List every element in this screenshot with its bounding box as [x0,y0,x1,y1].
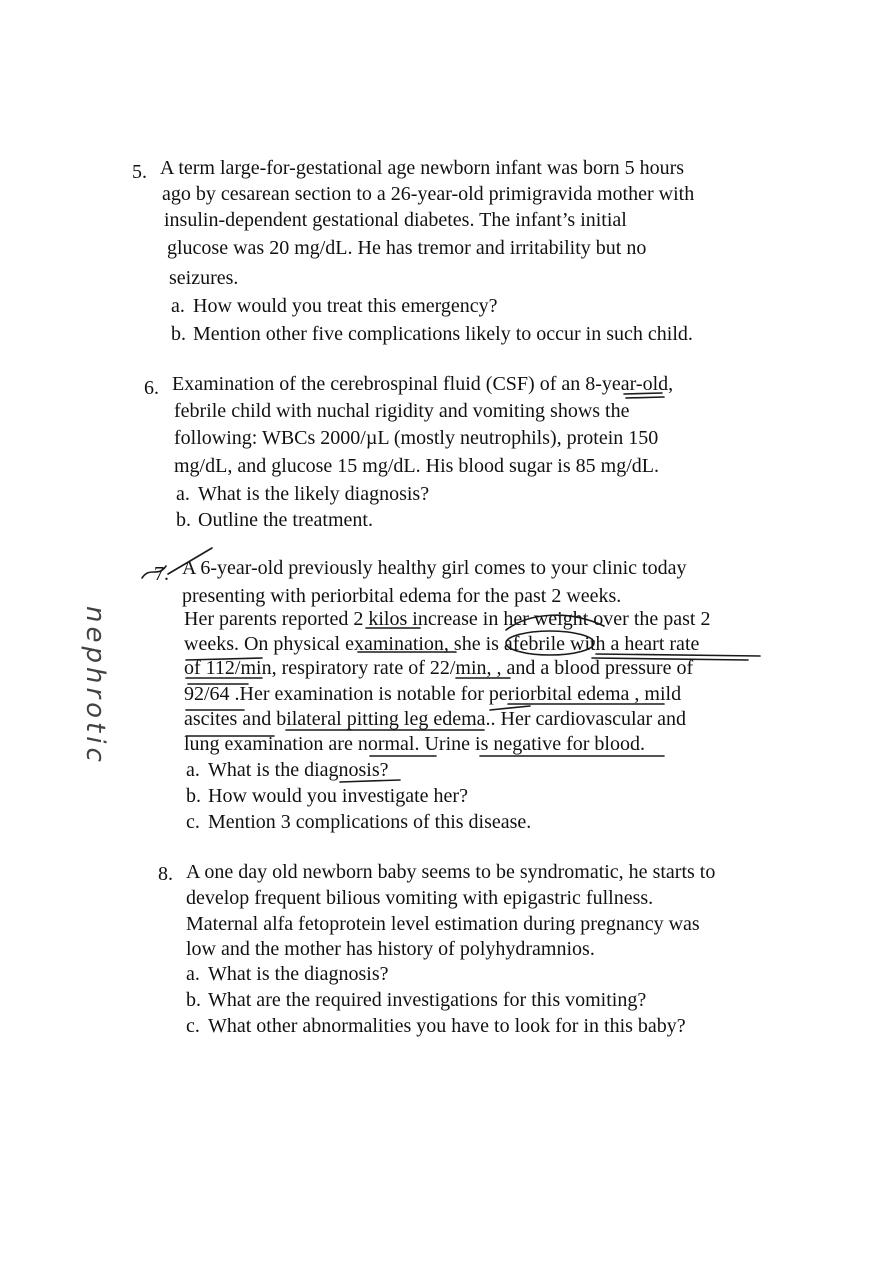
handwritten-margin-note [62,604,122,794]
question-text-line: presenting with periorbital edema for the past 2 weeks. [182,585,622,607]
option-label: a. [171,295,185,317]
question-text-line: ago by cesarean section to a 26-year-old primigravida mother with [162,183,695,205]
question-number: 8. [158,863,173,885]
option [186,758,389,782]
handwritten-margin-note-text: nephrotic [80,606,110,766]
option-label: b. [176,509,191,531]
question-text-line: following: WBCs 2000/µL (mostly neutrophils), protein 150 [174,427,659,449]
option [186,1014,686,1038]
question-number: 5. [132,161,147,183]
option [176,508,373,532]
question-text-line: Her parents reported 2 kilos increase in her weight over the past 2 [184,608,711,630]
question-text-line: develop frequent bilious vomiting with epigastric fullness. [186,887,654,909]
option-text: Mention other five complications likely to occur in such child. [193,323,693,345]
question-text-line: A term large-for-gestational age newborn infant was born 5 hours [160,157,685,179]
option-label: a. [176,483,190,505]
option-text: What other abnormalities you have to look for in this baby? [208,1015,686,1037]
question-text-line: febrile child with nuchal rigidity and vomiting shows the [174,400,630,422]
option-text: What are the required investigations for this vomiting? [208,989,647,1011]
option-label: b. [186,989,201,1011]
option-label: c. [186,811,200,833]
option-label: a. [186,759,200,781]
option [171,322,693,346]
option [186,810,531,834]
option-text: Outline the treatment. [198,509,373,531]
question-text-line: of 112/min, respiratory rate of 22/min, , and a blood pressure of [184,657,694,679]
question-text-line: lung examination are normal. Urine is negative for blood. [184,733,645,755]
question-number: 6. [144,377,159,399]
question-text-line: A 6-year-old previously healthy girl comes to your clinic today [182,557,687,579]
option-text: How would you investigate her? [208,785,468,807]
option [186,962,389,986]
question-text-line: Maternal alfa fetoprotein level estimation during pregnancy was [186,913,700,935]
option [176,482,429,506]
option [171,294,498,318]
question-number: 7. [154,563,169,585]
question-text-line: insulin-dependent gestational diabetes. The infant’s initial [164,209,627,231]
option [186,784,468,808]
option-label: b. [186,785,201,807]
option-text: What is the diagnosis? [208,963,389,985]
option [186,988,646,1012]
question-text-line: glucose was 20 mg/dL. He has tremor and irritability but no [167,237,647,259]
option-text: What is the likely diagnosis? [198,483,430,505]
question-text-line: ascites and bilateral pitting leg edema.. Her cardiovascular and [184,708,687,730]
option-label: b. [171,323,186,345]
question-text-line: seizures. [169,267,239,289]
option-text: What is the diagnosis? [208,759,389,781]
option-text: How would you treat this emergency? [193,295,498,317]
question-text-line: low and the mother has history of polyhydramnios. [186,938,595,960]
question-text-line: A one day old newborn baby seems to be syndromatic, he starts to [186,861,716,883]
question-text-line: mg/dL, and glucose 15 mg/dL. His blood sugar is 85 mg/dL. [174,455,659,477]
option-label: c. [186,1015,200,1037]
option-text: Mention 3 complications of this disease. [208,811,532,833]
ink-underline [626,397,664,398]
question-text-line: weeks. On physical examination, she is afebrile with a heart rate [184,633,700,655]
option-label: a. [186,963,200,985]
question-text-line: 92/64 .Her examination is notable for periorbital edema , mild [184,683,682,705]
question-text-line: Examination of the cerebrospinal fluid (CSF) of an 8-year-old, [172,373,674,395]
